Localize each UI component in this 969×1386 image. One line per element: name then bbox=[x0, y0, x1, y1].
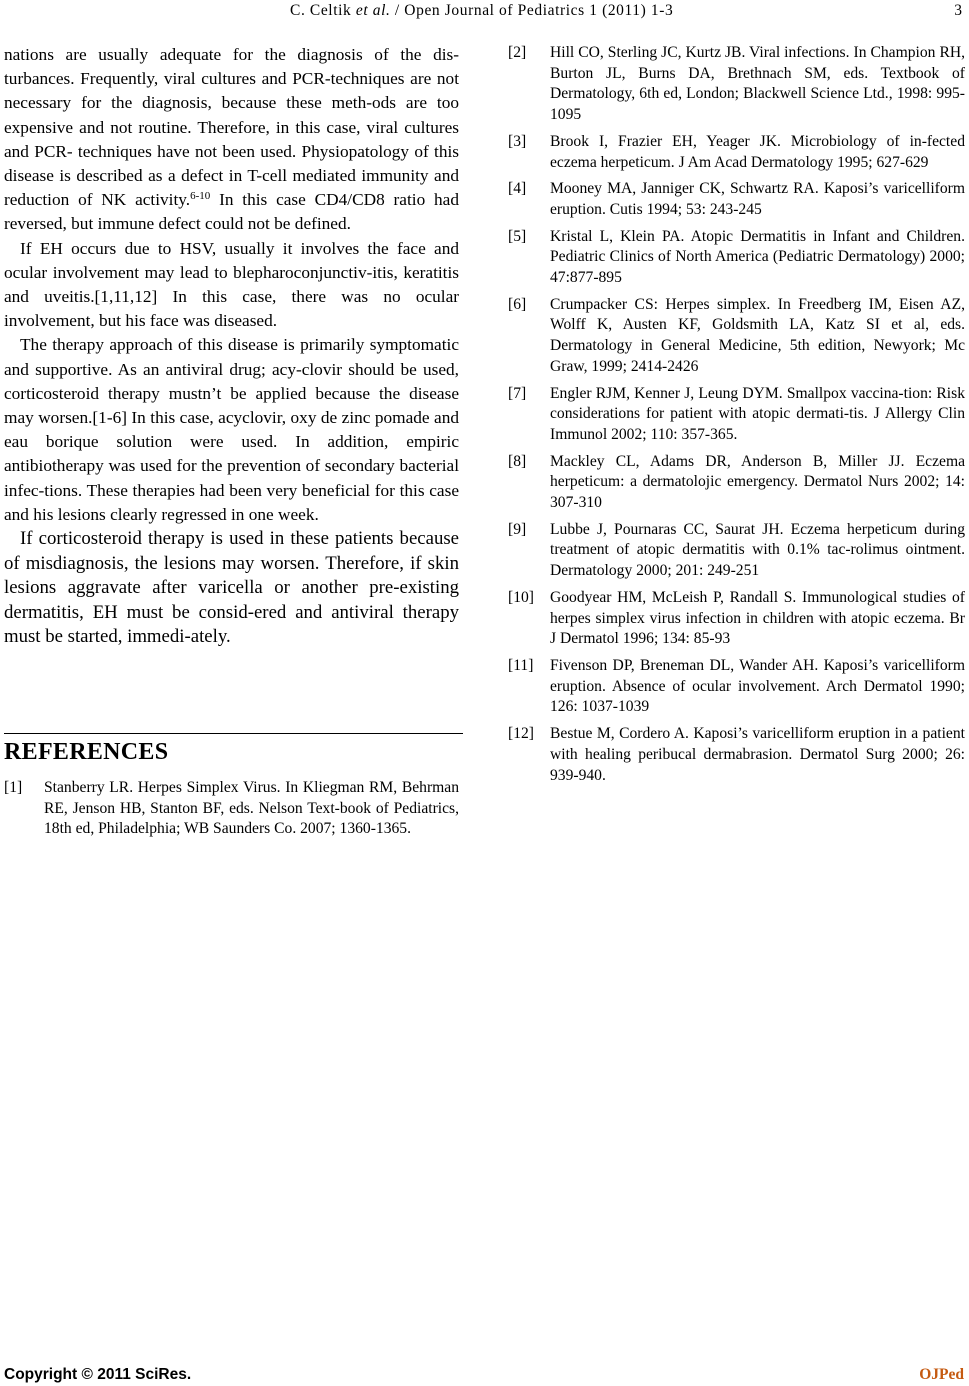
running-head-journal: / Open Journal of Pediatrics 1 (2011) 1-3 bbox=[390, 2, 674, 19]
references-list-right bbox=[508, 43, 965, 792]
reference-item bbox=[508, 43, 965, 126]
reference-text: Mooney MA, Janniger CK, Schwartz RA. Kaposi’s varicelliform eruption. Cutis 1994; 53: 243-245 bbox=[550, 180, 965, 218]
body-paragraph-4: If corticosteroid therapy is used in these patients because of misdiagnosis, the lesions may worsen. Therefore, if skin lesions aggravate after varicella or another pre-existing dermatitis, EH must be consid-ered and antiviral therapy must be started, immedi-ately. bbox=[4, 528, 459, 648]
reference-item bbox=[508, 384, 965, 446]
reference-text: Bestue M, Cordero A. Kaposi’s varicelliform eruption in a patient with healing peribucal dermabrasion. Dermatol Surg 2000; 26: 939-940. bbox=[550, 725, 965, 784]
reference-text: Goodyear HM, McLeish P, Randall S. Immunological studies of herpes simplex virus infection in children with atopic eczema. Br J Dermatol 1996; 134: 85-93 bbox=[550, 588, 965, 648]
reference-text: Stanberry LR. Herpes Simplex Virus. In Kliegman RM, Behrman RE, Jenson HB, Stanton BF, eds. Nelson Text-book of Pediatrics, 18th ed, Philadelphia; WB Saunders Co. 2007; 1360-1365. bbox=[44, 779, 459, 838]
reference-number: [2] bbox=[508, 44, 527, 61]
references-heading: REFERENCES bbox=[4, 739, 169, 765]
reference-text: Fivenson DP, Breneman DL, Wander AH. Kaposi’s varicelliform eruption. Absence of ocular involvement. Arch Dermatol 1990; 126: 1037-1039 bbox=[550, 656, 965, 716]
reference-number: [10] bbox=[508, 588, 534, 606]
reference-number: [7] bbox=[508, 384, 527, 402]
running-head-citation bbox=[290, 1, 673, 21]
references-list-left bbox=[4, 778, 459, 846]
reference-item bbox=[508, 179, 965, 220]
reference-text: Engler RJM, Kenner J, Leung DYM. Smallpox vaccina-tion: Risk considerations for patient with atopic dermati-tis. J Allergy Clin Immunol 2002; 110: 357-365. bbox=[550, 384, 965, 443]
page-number: 3 bbox=[954, 2, 962, 19]
reference-text: Lubbe J, Pournaras CC, Saurat JH. Eczema herpeticum during treatment of atopic dermatitis with 0.1% tac-rolimus ointment. Dermatology 2000; 201: 249-251 bbox=[550, 520, 965, 580]
running-head-authors: C. Celtik bbox=[290, 2, 356, 19]
reference-text: Mackley CL, Adams DR, Anderson B, Miller JJ. Eczema herpeticum: a dermatolojic emergency. Dermatol Nurs 2002; 14: 307-310 bbox=[550, 452, 965, 512]
reference-text: Kristal L, Klein PA. Atopic Dermatitis in Infant and Children. Pediatric Clinics of North America (Pediatric Dermatology) 2000; 47:877-895 bbox=[550, 227, 965, 287]
reference-number: [11] bbox=[508, 656, 534, 674]
paragraph-1-text-end: In this case CD4/CD8 ratio had reversed, but immune defect could not be defined. bbox=[4, 190, 459, 234]
section-divider bbox=[4, 733, 463, 734]
body-paragraph-2: If EH occurs due to HSV, usually it involves the face and ocular involvement may lead to blepharoconjunctiv-itis, keratitis and uveitis.[1,11,12] In this case, there was no ocular involvement, but his face was diseased. bbox=[4, 238, 459, 331]
reference-item bbox=[508, 724, 965, 786]
left-column bbox=[4, 43, 459, 650]
reference-number: [1] bbox=[4, 779, 23, 796]
reference-number: [9] bbox=[508, 520, 527, 538]
reference-text: Brook I, Frazier EH, Yeager JK. Microbiology of in-fected eczema herpeticum. J Am Acad Dermatology 1995; 627-629 bbox=[550, 132, 965, 171]
reference-item bbox=[508, 656, 965, 718]
reference-text: Hill CO, Sterling JC, Kurtz JB. Viral infections. In Champion RH, Burton JL, Burns DA, Brethnach SM, eds. Textbook of Dermatology, 6th ed, London; Blackwell Science Ltd., 1998: 995-1095 bbox=[550, 44, 965, 124]
reference-number: [12] bbox=[508, 725, 534, 743]
copyright-notice: Copyright © 2011 SciRes. bbox=[4, 1366, 192, 1383]
running-head-et-al: et al. bbox=[355, 2, 391, 19]
body-paragraph-3: The therapy approach of this disease is primarily symptomatic and supportive. As an antiviral drug; acy-clovir should be used, corticosteroid therapy mustn’t be applied because the disease may worsen.[1-6] In this case, acyclovir, oxy de zinc pomade and eau borique solution were used. In addition, empiric antibiotherapy was used for the prevention of secondary bacterial infec-tions. These therapies had been very beneficial for this case and his lesions clearly regressed in one week. bbox=[4, 335, 459, 524]
paragraph-1-text: nations are usually adequate for the diagnosis of the dis-turbances. Frequently, viral cultures and PCR-techniques are not necessary for the diagnosis, because these meth-ods are too expensive and not routine. Therefore, in this case, viral cultures and PCR- techniques have not been used. Physiopatology of this disease is described as a defect in T-cell mediated immunity and reduction of NK activity. bbox=[4, 45, 459, 210]
reference-number: [5] bbox=[508, 227, 527, 245]
reference-item bbox=[4, 778, 459, 840]
reference-number: [6] bbox=[508, 295, 527, 313]
reference-number: [4] bbox=[508, 180, 527, 198]
reference-item bbox=[508, 132, 965, 173]
reference-text: Crumpacker CS: Herpes simplex. In Freedberg IM, Eisen AZ, Wolff K, Austen KF, Goldsmith LA, Katz SI et al, eds. Dermatology in General Medicine, 5th edition, Newyork; Mc Graw, 1999; 2414-2426 bbox=[550, 295, 965, 375]
citation-superscript: 6-10 bbox=[190, 190, 211, 203]
reference-item bbox=[508, 520, 965, 582]
reference-item bbox=[508, 588, 965, 650]
reference-item bbox=[508, 452, 965, 514]
reference-item bbox=[508, 227, 965, 289]
reference-item bbox=[508, 295, 965, 378]
page-footer bbox=[4, 1365, 964, 1385]
reference-number: [3] bbox=[508, 132, 527, 150]
reference-number: [8] bbox=[508, 452, 527, 470]
body-paragraph-1 bbox=[4, 43, 459, 237]
journal-abbreviation: OJPed bbox=[919, 1366, 964, 1383]
